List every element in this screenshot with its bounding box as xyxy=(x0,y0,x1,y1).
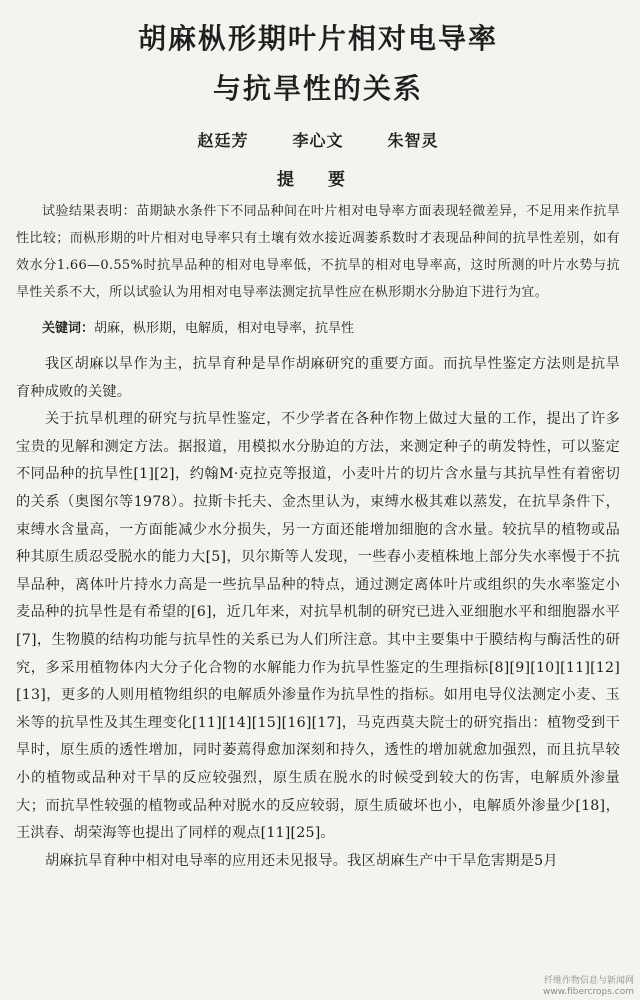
author-name: 李心文 xyxy=(292,131,344,150)
author-list xyxy=(16,128,620,151)
title-line-1: 胡麻枞形期叶片相对电导率 xyxy=(137,22,498,55)
author-name: 赵廷芳 xyxy=(197,131,249,150)
site-watermark xyxy=(543,976,634,998)
keywords-text: 胡麻，枞形期，电解质，相对电导率，抗旱性 xyxy=(94,321,355,336)
body-paragraph: 胡麻抗旱育种中相对电导率的应用还未见报导。我区胡麻生产中干旱危害期是5月 xyxy=(45,852,558,869)
body-paragraph: 关于抗旱机理的研究与抗旱性鉴定，不少学者在各种作物上做过大量的工作，提出了许多宝贵的见解和测定方法。据报道，用模拟水分胁迫的方法，来测定种子的萌发特性，可以鉴定不同品种的抗旱性[1][2]，约翰M·克拉克等报道，小麦叶片的切片含水量与其抗旱性有着密切的关系（奥图尔等1978）。拉斯卡托夫、金杰里认为，束缚水极其难以蒸发，在抗旱条件下，束缚水含量高，一方面能减少水分损失，另一方面还能增加细胞的含水量。较抗旱的植物或品种其原生质忍受脱水的能力大[5]，贝尔斯等人发现，一些春小麦植株地上部分失水率慢于不抗旱品种，离体叶片持水力高是一些抗旱品种的特点，通过测定离体叶片或组织的失水率鉴定小麦品种的抗旱性是有希望的[6]，近几年来，对抗旱机制的研究已进入亚细胞水平和细胞器水平[7]，生物膜的结构功能与抗旱性的关系已为人们所注意。其中主要集中于膜结构与酶活性的研究，多采用植物体内大分子化合物的水解能力作为抗旱性鉴定的生理指标[8][9][10][11][12][13]，更多的人则用植物组织的电解质外渗量作为抗旱性的指标。如用电导仪法测定小麦、玉米等的抗旱性及其生理变化[11][14][15][16][17]，马克西莫夫院士的研究指出：植物受到干旱时，原生质的透性增加，同时萎蔫得愈加深刻和持久，透性的增加就愈加强烈，而且抗旱较小的植物或品种对干旱的反应较强烈，原生质在脱水的时候受到较大的伤害，电解质外渗量大；而抗旱性较强的植物或品种对脱水的反应较弱，原生质破坏也小，电解质外渗量少[18]，王洪春、胡荣海等也提出了同样的观点[11][25]。 xyxy=(16,411,620,842)
abstract-text: 试验结果表明：苗期缺水条件下不同品种间在叶片相对电导率方面表现轻微差异，不足用来作抗旱性比较；而枞形期的叶片相对电导率只有土壤有效水接近凋萎系数时才表现品种间的抗旱性差别，如有效水分1.66—0.55%时抗旱品种的相对电导率低，不抗旱的相对电导率高，这时所测的叶片水势与抗旱性关系不大，所以试验认为用相对电导率法测定抗旱性应在枞形期水分胁迫下进行为宜。 xyxy=(16,204,620,300)
author-name: 朱智灵 xyxy=(387,131,439,150)
body-paragraph: 我区胡麻以旱作为主，抗旱育种是旱作胡麻研究的重要方面。而抗旱性鉴定方法则是抗旱育种成败的关键。 xyxy=(16,356,620,400)
watermark-line: www.fibercrops.com xyxy=(543,987,634,997)
keywords xyxy=(16,316,620,342)
keywords-label: 关键词： xyxy=(42,321,95,336)
body-text xyxy=(16,351,620,875)
watermark-line: 纤维作物信息与新闻网 xyxy=(543,976,634,986)
title-line-2: 与抗旱性的关系 xyxy=(212,72,423,105)
abstract-heading: 提 要 xyxy=(277,170,359,190)
